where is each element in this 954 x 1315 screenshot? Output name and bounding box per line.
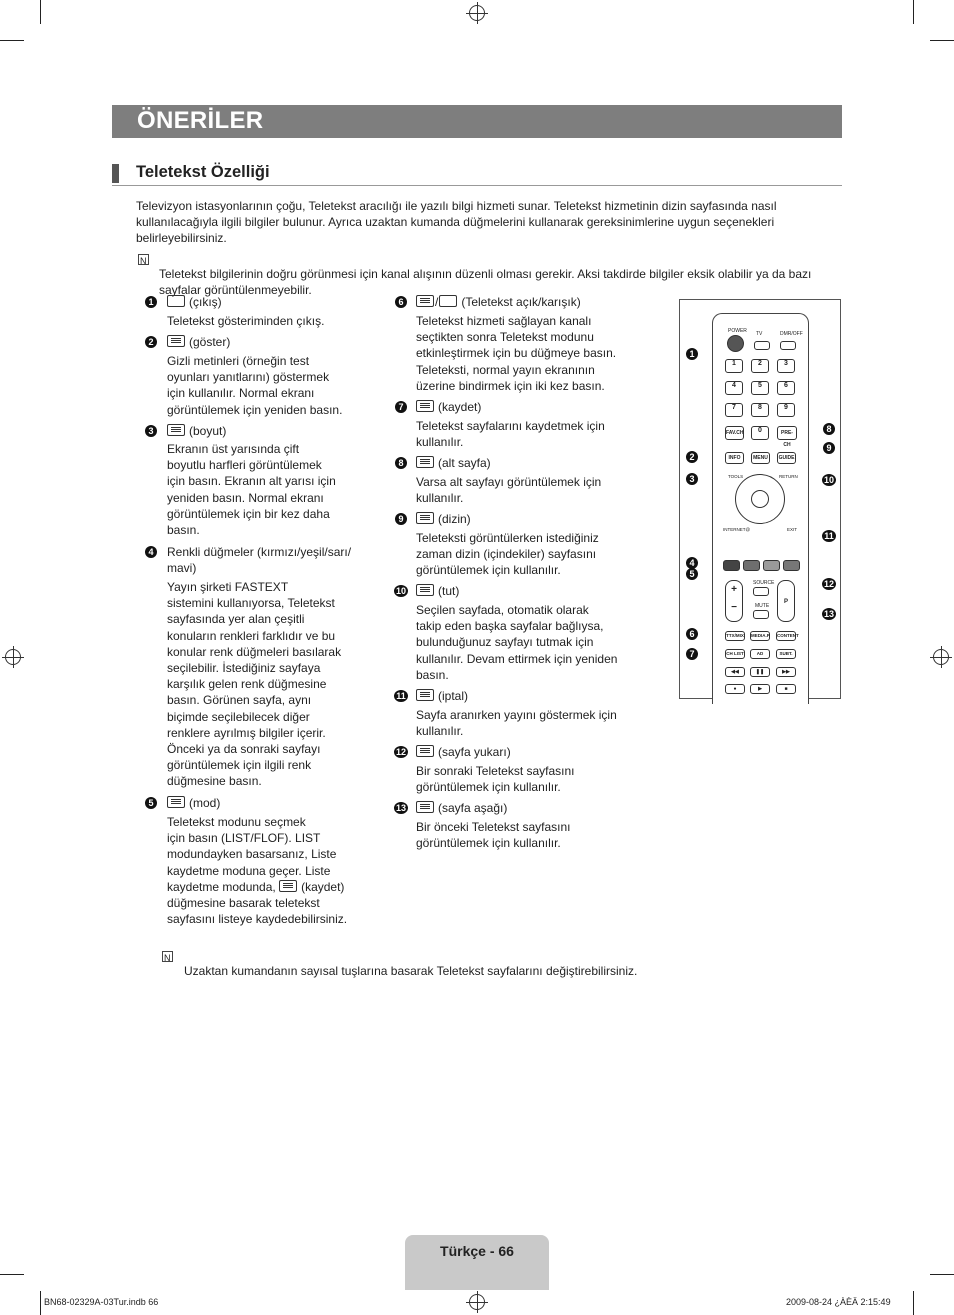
cancel-button-icon bbox=[416, 689, 434, 701]
exit-label: EXIT bbox=[787, 527, 798, 532]
menu-button[interactable]: MENU bbox=[751, 452, 770, 464]
item-number-7: 7 bbox=[395, 401, 407, 413]
item-5-head: (mod) bbox=[167, 795, 220, 811]
item-number-4: 4 bbox=[145, 546, 157, 558]
note-line: sayfalar görüntülenmeyebilir. bbox=[159, 283, 312, 298]
yellow-button[interactable] bbox=[763, 560, 780, 571]
item-13-head: (sayfa aşağı) bbox=[416, 800, 507, 816]
crop-mark bbox=[40, 1291, 41, 1315]
dmr-off-label: DMR/OFF bbox=[780, 331, 803, 337]
digit-3-button[interactable]: 3 bbox=[777, 359, 795, 373]
subpage-button-icon bbox=[416, 456, 434, 468]
info-button[interactable]: INFO bbox=[725, 452, 744, 464]
page-up-button-icon bbox=[416, 745, 434, 757]
item-8-body: Varsa alt sayfayı görüntülemek için kullanılır. bbox=[416, 475, 602, 506]
store-button-icon bbox=[416, 400, 434, 412]
fav-ch-button[interactable]: FAV.CH bbox=[725, 426, 744, 440]
power-label: POWER bbox=[728, 328, 747, 334]
digit-2-button[interactable]: 2 bbox=[751, 359, 769, 373]
reveal-button-icon bbox=[167, 335, 185, 347]
callout-2: 2 bbox=[686, 451, 698, 463]
note-icon bbox=[162, 951, 173, 962]
item-number-12: 12 bbox=[395, 747, 406, 757]
note-1 bbox=[136, 250, 836, 299]
print-info-right: 2009-08-24 ¿ÀÈÄ 2:15:49 bbox=[786, 1297, 891, 1307]
digit-5-button[interactable]: 5 bbox=[751, 381, 769, 395]
red-button[interactable] bbox=[723, 560, 740, 571]
section-marker bbox=[112, 164, 119, 183]
onoff-button[interactable] bbox=[780, 341, 796, 350]
fast-forward-button[interactable]: ▶▶ bbox=[776, 667, 796, 677]
callout-11: 11 bbox=[822, 530, 836, 542]
item-number-2: 2 bbox=[145, 336, 157, 348]
page-footer bbox=[405, 1235, 549, 1290]
rewind-button[interactable]: ◀◀ bbox=[725, 667, 745, 677]
mute-button[interactable] bbox=[753, 610, 769, 619]
item-number-6: 6 bbox=[395, 296, 407, 308]
digit-1-button[interactable]: 1 bbox=[725, 359, 743, 373]
note-2 bbox=[160, 947, 840, 979]
callout-10: 10 bbox=[823, 475, 834, 485]
item-7-head: (kaydet) bbox=[416, 399, 481, 415]
callout-9: 9 bbox=[823, 442, 835, 454]
item-3-body: Ekranın üst yarısında çift boyutlu harfleri görüntülemek için basın. Ekranın alt yarısı için yeniden basın. Normal ekranı görüntülemek için bir kez daha basın. bbox=[167, 442, 336, 538]
teletext-mix-icon bbox=[439, 295, 457, 307]
item-10-body: Seçilen sayfada, otomatik olarak takip eden başka sayfalar bağlıysa, bulunduğunuz sayfayı tutmak için kullanılır. Devam ettirmek için yeniden basın. bbox=[416, 603, 618, 682]
index-button-icon bbox=[416, 512, 434, 524]
digit-8-button[interactable]: 8 bbox=[751, 403, 769, 417]
subt-button[interactable]: SUBT. bbox=[776, 649, 796, 659]
channel-rocker[interactable]: P bbox=[777, 580, 795, 622]
item-number-5: 5 bbox=[145, 797, 157, 809]
item-number-10: 10 bbox=[395, 586, 406, 596]
item-4-head: Renkli düğmeler (kırmızı/yeşil/sarı/ mavi) bbox=[167, 545, 352, 575]
power-button[interactable] bbox=[727, 335, 744, 352]
item-6-body: Teletekst hizmeti sağlayan kanalı seçtikten sonra Teletekst modunu etkinleştirmek için bu düğmeye basın. Teleteksti, normal yayın ekranının üzerine bindirmek için iki kez basın. bbox=[416, 314, 617, 393]
source-button[interactable] bbox=[753, 587, 769, 596]
callout-13: 13 bbox=[823, 609, 834, 619]
record-button[interactable]: ● bbox=[725, 684, 745, 694]
intro-line: belirleyebilirsiniz. bbox=[136, 231, 227, 246]
media-p-button[interactable]: MEDIA.P bbox=[750, 631, 770, 641]
item-6-head: / (Teletekst açık/karışık) bbox=[416, 294, 581, 310]
item-12-head: (sayfa yukarı) bbox=[416, 744, 511, 760]
teletext-on-icon bbox=[416, 295, 434, 307]
item-1-head: (çıkış) bbox=[167, 294, 222, 310]
item-5-body: Teletekst modunu seçmek için basın (LIST/FLOF). LIST modundayken basarsanız, Liste kaydetme moduna geçer. Liste kaydetme modunda, (kaydet) düğmesine basarak teletekst sayfasını listeye kaydedebilirsiniz. bbox=[167, 815, 348, 927]
crop-mark bbox=[0, 40, 24, 41]
stop-button[interactable]: ■ bbox=[776, 684, 796, 694]
item-4-body: Yayın şirketi FASTEXT sistemini kullanıyorsa, Teletekst sayfasında yer alan çeşitli konuların renkleri farklıdır ve bu konular renk düğmeleri basılarak seçilebilir. İstediğiniz sayfaya karşılık gelen renk düğmesine basın. Görünen sayfa, aynı biçimde seçilebilecek diğer renklere ayrılmış bilgiler içerir. Önceki ya da sonraki sayfayı görüntülemek için ilgili renk düğmesine basın. bbox=[167, 580, 342, 789]
callout-4: 4 bbox=[686, 557, 698, 569]
item-9-head: (dizin) bbox=[416, 511, 471, 527]
item-2-head: (göster) bbox=[167, 334, 230, 350]
tools-label: TOOLS bbox=[728, 474, 744, 479]
item-number-11: 11 bbox=[394, 690, 408, 702]
crop-mark bbox=[913, 1291, 914, 1315]
blue-button[interactable] bbox=[783, 560, 800, 571]
item-number-9: 9 bbox=[395, 513, 407, 525]
exit-button-icon bbox=[167, 295, 185, 307]
item-13-body: Bir önceki Teletekst sayfasını görüntülemek için kullanılır. bbox=[416, 820, 571, 851]
tv-label: TV bbox=[756, 331, 763, 337]
item-2-body: Gizli metinleri (örneğin test oyunları yanıtlarını) göstermek için kullanılır. Normal ekranı görüntülemek için yeniden basın. bbox=[167, 354, 343, 417]
registration-mark-icon bbox=[933, 649, 949, 665]
return-label: RETURN bbox=[779, 474, 798, 479]
item-1-body: Teletekst gösteriminden çıkış. bbox=[167, 314, 325, 328]
digit-6-button[interactable]: 6 bbox=[777, 381, 795, 395]
note-icon bbox=[138, 254, 149, 265]
item-11-head: (iptal) bbox=[416, 688, 468, 704]
registration-mark-icon bbox=[469, 5, 485, 21]
item-7-body: Teletekst sayfalarını kaydetmek için kullanılır. bbox=[416, 419, 605, 450]
volume-rocker[interactable]: + − bbox=[725, 580, 743, 622]
callout-7: 7 bbox=[686, 648, 698, 660]
pre-ch-button[interactable]: PRE-CH bbox=[777, 426, 797, 440]
page-down-button-icon bbox=[416, 801, 434, 813]
mode-button-icon bbox=[167, 796, 185, 808]
page-number: Türkçe - 66 bbox=[440, 1243, 514, 1259]
callout-8: 8 bbox=[823, 423, 835, 435]
item-number-3: 3 bbox=[145, 425, 157, 437]
page-title: ÖNERİLER bbox=[137, 107, 264, 134]
callout-1: 1 bbox=[686, 348, 698, 360]
digit-4-button[interactable]: 4 bbox=[725, 381, 743, 395]
digit-0-button[interactable]: 0 bbox=[751, 426, 769, 440]
registration-mark-icon bbox=[469, 1294, 485, 1310]
page-title-bar bbox=[112, 105, 842, 138]
item-11-body: Sayfa aranırken yayını göstermek için kullanılır. bbox=[416, 708, 617, 739]
enter-button[interactable] bbox=[751, 490, 769, 508]
crop-mark bbox=[930, 40, 954, 41]
guide-button[interactable]: GUIDE bbox=[777, 452, 796, 464]
item-number-8: 8 bbox=[395, 457, 407, 469]
pause-button[interactable]: ❚❚ bbox=[750, 667, 770, 677]
play-button[interactable]: ▶ bbox=[750, 684, 770, 694]
callout-6: 6 bbox=[686, 628, 698, 640]
item-10-head: (tut) bbox=[416, 583, 459, 599]
item-number-13: 13 bbox=[395, 803, 406, 813]
crop-mark bbox=[913, 0, 914, 24]
section-title: Teletekst Özelliği bbox=[136, 163, 270, 181]
crop-mark bbox=[930, 1274, 954, 1275]
note-line: Teletekst bilgilerinin doğru görünmesi için kanal alışının düzenli olması gerekir. Aksi takdirde bilgiler eksik olabilir ya da bazı bbox=[159, 267, 812, 282]
source-label: SOURCE bbox=[753, 580, 775, 586]
intro-line: Televizyon istasyonlarının çoğu, Teletekst aracılığı ile yazılı bilgi hizmeti sunar. Teletekst hizmetinin dizin sayfasında nasıl bbox=[136, 199, 777, 213]
intro-paragraph bbox=[136, 198, 836, 247]
item-12-body: Bir sonraki Teletekst sayfasını görüntülemek için kullanılır. bbox=[416, 764, 575, 795]
callout-12: 12 bbox=[823, 579, 834, 589]
size-button-icon bbox=[167, 424, 185, 436]
registration-mark-icon bbox=[5, 649, 21, 665]
item-number-1: 1 bbox=[145, 296, 157, 308]
store-button-icon bbox=[279, 880, 297, 892]
note-line: Uzaktan kumandanın sayısal tuşlarına basarak Teletekst sayfalarını değiştirebilirsiniz. bbox=[184, 964, 638, 979]
digit-9-button[interactable]: 9 bbox=[777, 403, 795, 417]
callout-3: 3 bbox=[686, 473, 698, 485]
crop-mark bbox=[40, 0, 41, 24]
mute-label: MUTE bbox=[755, 603, 770, 609]
intro-line: kullanılacağıyla ilgili bilgiler bulunur. Ayrıca uzaktan kumanda düğmelerini kullanarak gereksinimlerine uygun seçenekleri bbox=[136, 215, 775, 230]
digit-7-button[interactable]: 7 bbox=[725, 403, 743, 417]
internet-label: INTERNET@ bbox=[723, 527, 751, 532]
crop-mark bbox=[0, 1274, 24, 1275]
callout-5: 5 bbox=[686, 568, 698, 580]
item-3-head: (boyut) bbox=[167, 423, 226, 439]
ch-list-button[interactable]: CH LIST bbox=[725, 649, 745, 659]
section-header bbox=[112, 163, 842, 186]
ad-button[interactable]: AD bbox=[750, 649, 770, 659]
hold-button-icon bbox=[416, 584, 434, 596]
item-9-body: Teleteksti görüntülerken istediğiniz zaman dizin (içindekiler) sayfasını görüntülemek için kullanılır. bbox=[416, 531, 599, 578]
item-8-head: (alt sayfa) bbox=[416, 455, 491, 471]
tv-button[interactable] bbox=[754, 341, 770, 350]
green-button[interactable] bbox=[743, 560, 760, 571]
content-button[interactable]: CONTENT bbox=[776, 631, 796, 641]
print-info-left: BN68-02329A-03Tur.indb 66 bbox=[44, 1297, 159, 1307]
ttx-mix-button[interactable]: TTX/MIX bbox=[725, 631, 745, 641]
remote-control bbox=[712, 313, 809, 704]
